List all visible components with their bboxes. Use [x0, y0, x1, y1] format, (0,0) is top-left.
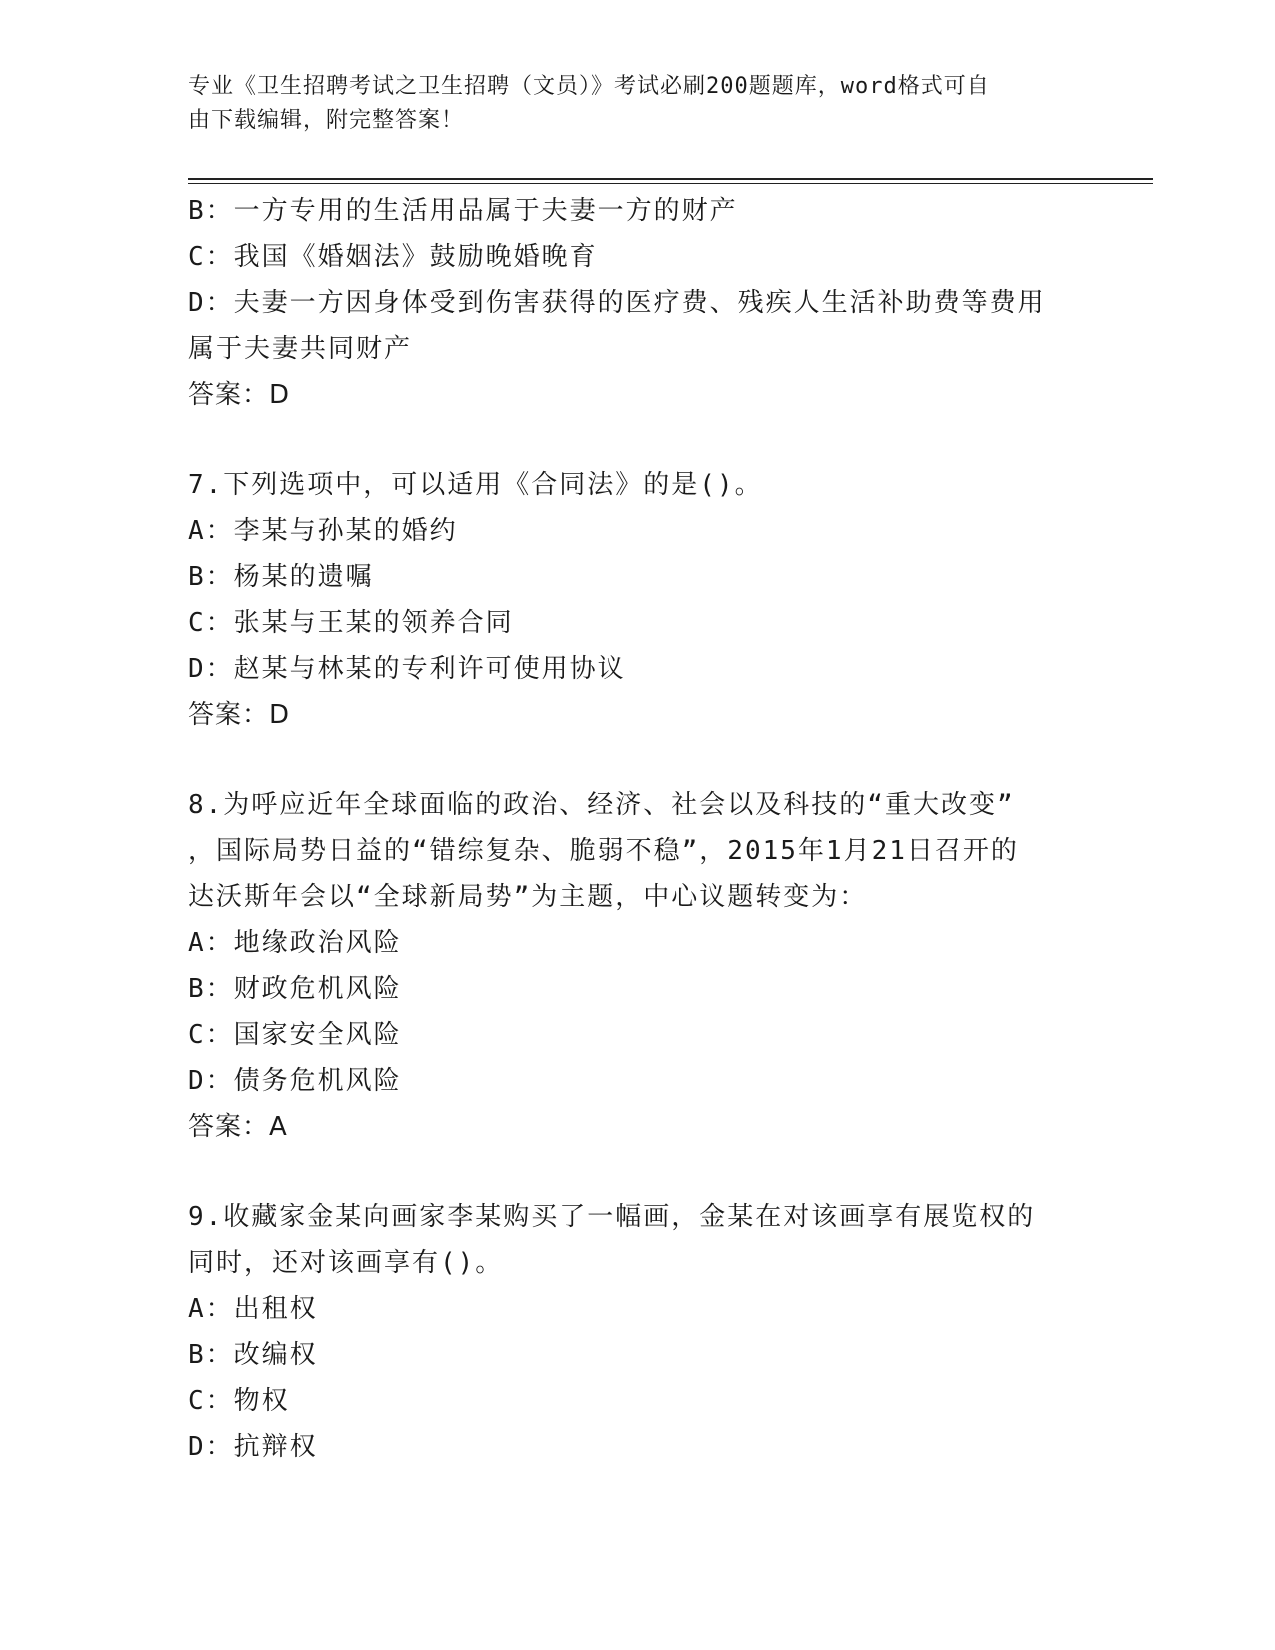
option-a: A：李某与孙某的婚约: [188, 516, 458, 546]
question-list: [188, 188, 1088, 1470]
header-line-1: 专业《卫生招聘考试之卫生招聘（文员）》考试必刷200题题库，word格式可自: [188, 74, 990, 99]
option-c: C：国家安全风险: [188, 1020, 402, 1050]
question-stem-line-3: 达沃斯年会以“全球新局势”为主题，中心议题转变为：: [188, 882, 868, 912]
question-9: [188, 1194, 1088, 1470]
option-c: C：物权: [188, 1386, 290, 1416]
document-header: [188, 70, 1088, 138]
header-divider-thick: [188, 178, 1153, 180]
option-c: C：张某与王某的领养合同: [188, 608, 514, 638]
question-7: [188, 462, 1088, 738]
option-d: D：抗辩权: [188, 1432, 318, 1462]
answer-label: 答案：A: [188, 1112, 288, 1142]
option-b: B：杨某的遗嘱: [188, 562, 374, 592]
option-a: A：地缘政治风险: [188, 928, 402, 958]
option-b: B：改编权: [188, 1340, 318, 1370]
option-d: D：赵某与林某的专利许可使用协议: [188, 654, 626, 684]
option-b: B：财政危机风险: [188, 974, 402, 1004]
answer-label: 答案：D: [188, 700, 291, 730]
question-stem-line-2: 同时，还对该画享有()。: [188, 1248, 504, 1278]
option-d: D：夫妻一方因身体受到伤害获得的医疗费、残疾人生活补助费等费用: [188, 288, 1046, 318]
question-6-tail: [188, 188, 1088, 418]
option-c: C：我国《婚姻法》鼓励晚婚晚育: [188, 242, 598, 272]
question-stem-line-2: ，国际局势日益的“错综复杂、脆弱不稳”，2015年1月21日召开的: [188, 836, 1019, 866]
option-a: A：出租权: [188, 1294, 318, 1324]
header-line-2: 由下载编辑，附完整答案！: [188, 108, 465, 133]
question-stem: 7.下列选项中，可以适用《合同法》的是()。: [188, 470, 763, 500]
option-b: B：一方专用的生活用品属于夫妻一方的财产: [188, 196, 738, 226]
option-d-continued: 属于夫妻共同财产: [188, 334, 413, 364]
option-d: D：债务危机风险: [188, 1066, 402, 1096]
question-stem-line-1: 8.为呼应近年全球面临的政治、经济、社会以及科技的“重大改变”: [188, 790, 1015, 820]
header-divider-thin: [188, 183, 1153, 184]
answer-label: 答案：D: [188, 380, 291, 410]
question-stem-line-1: 9.收藏家金某向画家李某购买了一幅画，金某在对该画享有展览权的: [188, 1202, 1036, 1232]
question-8: [188, 782, 1088, 1150]
